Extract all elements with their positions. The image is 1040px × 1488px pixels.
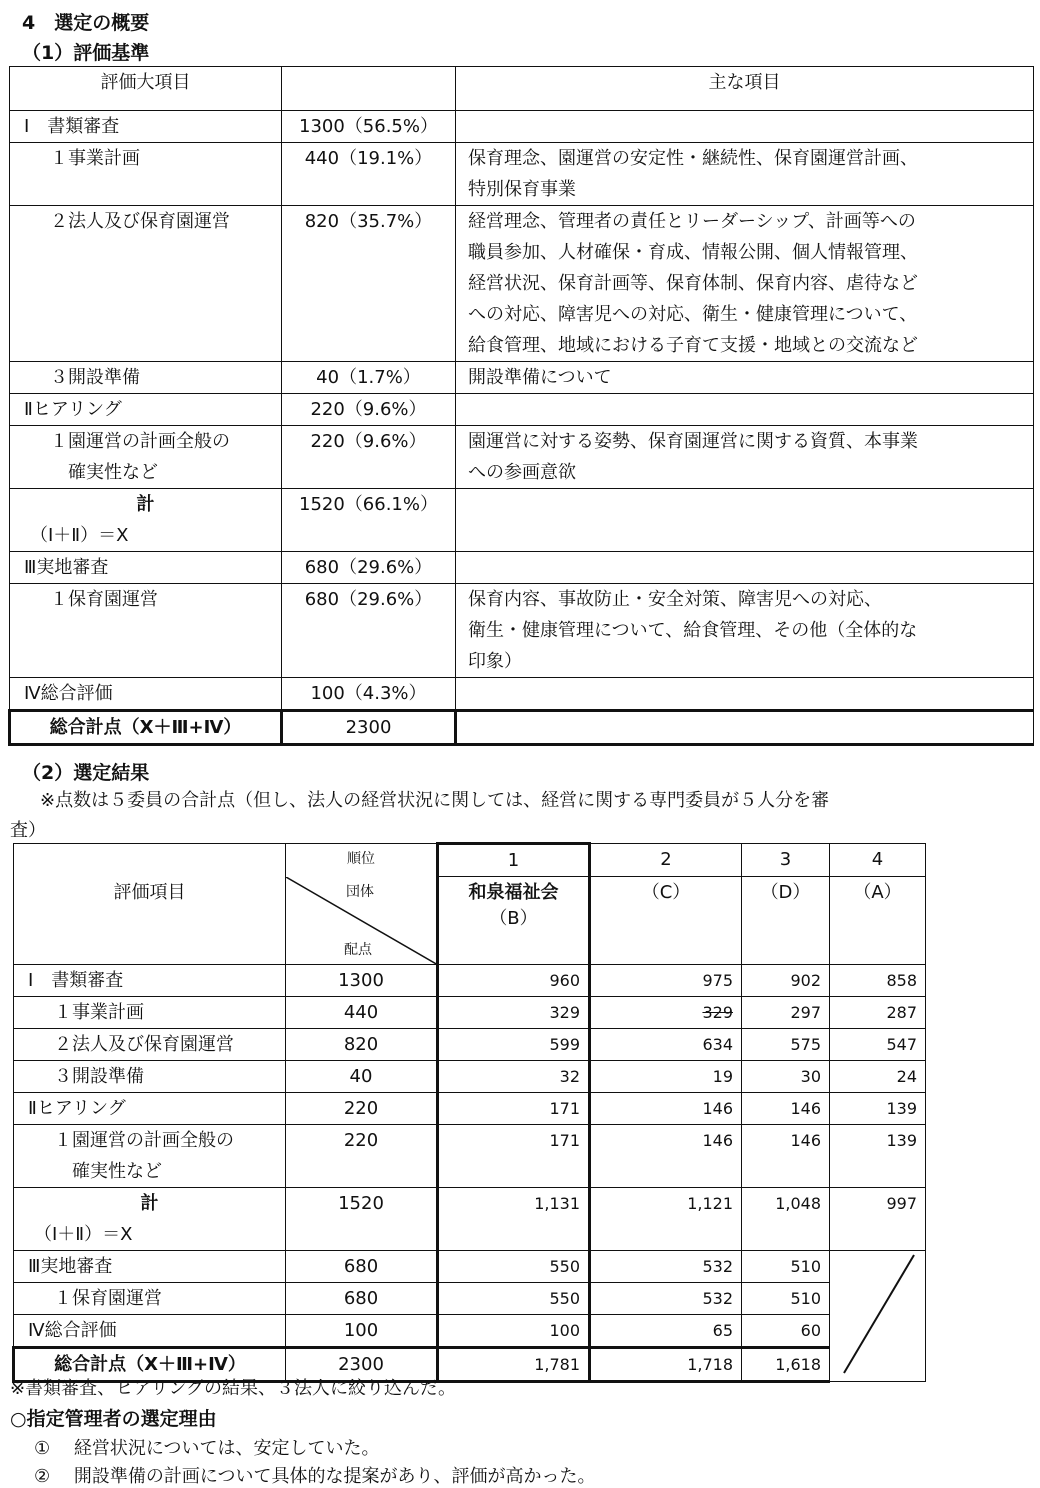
table-row (14, 965, 926, 997)
score-cell: 60 (742, 1315, 830, 1348)
score-cell: 32 (438, 1061, 590, 1093)
item-line: 給食管理、地域における子育て支援・地域との交流など (468, 335, 918, 356)
row-items (456, 711, 1034, 745)
score-cell: 146 (590, 1125, 742, 1188)
row-items: 開設準備について (456, 362, 1034, 394)
points-label: 配点 (344, 941, 372, 958)
reason-mark: ② (34, 1466, 51, 1487)
row-label: Ⅰ 書類審査 (10, 111, 282, 143)
group-cell: （A） (830, 877, 926, 965)
row-items (456, 678, 1034, 711)
table-row (10, 489, 1034, 552)
item-line: 職員参加、人材確保・育成、情報公開、個人情報管理、 (468, 242, 918, 263)
label-line: 確実性など (68, 462, 158, 483)
item-line: 園運営に対する姿勢、保育園運営に関する資質、本事業 (468, 431, 918, 452)
group-cell (438, 877, 590, 965)
reason-item (34, 1434, 380, 1460)
score-cell: 997 (830, 1188, 926, 1251)
row-items (456, 394, 1034, 426)
score-cell: 1,121 (590, 1188, 742, 1251)
row-items (456, 584, 1034, 678)
score-cell: 599 (438, 1029, 590, 1061)
row-label: ２法人及び保育園運営 (10, 206, 282, 362)
row-label: １事業計画 (14, 997, 286, 1029)
score-cell: 139 (830, 1093, 926, 1125)
label-line: １園運営の計画全般の (54, 1130, 234, 1151)
row-items (456, 206, 1034, 362)
results-title: （2）選定結果 (22, 762, 150, 784)
note-line: ※書類審査、ヒアリングの結果、３法人に絞り込んだ。 (10, 1378, 456, 1399)
row-label: １事業計画 (10, 143, 282, 206)
label-line: （Ⅰ＋Ⅱ）＝Ⅹ (30, 525, 129, 546)
item-line: 印象） (468, 651, 522, 672)
row-points: 40 (286, 1061, 438, 1093)
row-label: ２法人及び保育園運営 (14, 1029, 286, 1061)
criteria-title: （1）評価基準 (22, 42, 150, 64)
score-cell: 146 (742, 1093, 830, 1125)
score-cell: 329 (590, 997, 742, 1029)
score-cell: 960 (438, 965, 590, 997)
group-code: （B） (489, 908, 538, 929)
row-points: 680 (286, 1251, 438, 1283)
rank-label: 順位 (286, 844, 438, 877)
table-row (10, 711, 1034, 745)
item-line: 保育内容、事故防止・安全対策、障害児への対応、 (468, 589, 882, 610)
row-label: Ⅳ総合評価 (14, 1315, 286, 1348)
score-cell: 532 (590, 1251, 742, 1283)
rank-cell: 4 (830, 844, 926, 877)
score-cell: 19 (590, 1061, 742, 1093)
rank-cell: 1 (438, 844, 590, 877)
row-points: 1520 (286, 1188, 438, 1251)
row-items (456, 489, 1034, 552)
score-cell: 100 (438, 1315, 590, 1348)
score-cell: 297 (742, 997, 830, 1029)
section-title: 4 選定の概要 (22, 12, 150, 34)
score-cell: 975 (590, 965, 742, 997)
table-row (14, 877, 926, 965)
row-points: 100 (286, 1315, 438, 1348)
score-cell: 146 (590, 1093, 742, 1125)
row-points: 40（1.7%） (282, 362, 456, 394)
table-row (10, 143, 1034, 206)
score-cell: 858 (830, 965, 926, 997)
label-line: 計 (140, 1193, 159, 1214)
score-cell: 902 (742, 965, 830, 997)
row-points: 1300（56.5%） (282, 111, 456, 143)
row-points: 220 (286, 1125, 438, 1188)
row-label: Ⅲ実地審査 (14, 1251, 286, 1283)
table-row (14, 844, 926, 877)
diagonal-header (286, 877, 438, 965)
item-line: 衛生・健康管理について、給食管理、その他（全体的な (468, 620, 918, 641)
row-label (14, 1188, 286, 1251)
row-items (456, 552, 1034, 584)
group-label: 団体 (346, 883, 374, 900)
table-row (14, 1188, 926, 1251)
score-cell: 575 (742, 1029, 830, 1061)
score-cell: 1,048 (742, 1188, 830, 1251)
score-cell: 550 (438, 1283, 590, 1315)
row-points: 100（4.3%） (282, 678, 456, 711)
table-row (14, 1093, 926, 1125)
rank-cell: 2 (590, 844, 742, 877)
label-line: 確実性など (72, 1161, 162, 1182)
row-label (14, 1125, 286, 1188)
row-points: 2300 (286, 1348, 438, 1382)
table-row (14, 997, 926, 1029)
score-cell: 1,618 (742, 1348, 830, 1382)
label-line: （Ⅰ＋Ⅱ）＝Ⅹ (34, 1224, 133, 1245)
row-points: 680 (286, 1283, 438, 1315)
item-line: 保育理念、園運営の安定性・継続性、保育園運営計画、 (468, 148, 918, 169)
score-cell: 171 (438, 1093, 590, 1125)
table-row (14, 1251, 926, 1283)
table-row (14, 1029, 926, 1061)
group-cell: （D） (742, 877, 830, 965)
header-cell: 主な項目 (456, 67, 1034, 111)
row-points: 680（29.6%） (282, 584, 456, 678)
row-label (10, 426, 282, 489)
item-line: への対応、障害児への対応、衛生・健康管理について、 (468, 304, 918, 325)
row-items (456, 111, 1034, 143)
score-cell: 146 (742, 1125, 830, 1188)
score-cell: 65 (590, 1315, 742, 1348)
row-label: １保育園運営 (14, 1283, 286, 1315)
score-cell: 24 (830, 1061, 926, 1093)
score-cell: 547 (830, 1029, 926, 1061)
row-label: 総合計点（Ⅹ＋Ⅲ+Ⅳ） (10, 711, 282, 745)
row-points: 820（35.7%） (282, 206, 456, 362)
score-cell: 510 (742, 1283, 830, 1315)
label-line: １園運営の計画全般の (50, 431, 230, 452)
row-points: 680（29.6%） (282, 552, 456, 584)
score-cell: 510 (742, 1251, 830, 1283)
score-cell: 329 (438, 997, 590, 1029)
table-row (14, 1125, 926, 1188)
row-points: 440（19.1%） (282, 143, 456, 206)
row-label: Ⅱヒアリング (10, 394, 282, 426)
score-cell: 139 (830, 1125, 926, 1188)
item-line: への参画意欲 (468, 462, 576, 483)
row-points: 220 (286, 1093, 438, 1125)
item-line: 経営状況、保育計画等、保育体制、保育内容、虐待など (468, 273, 918, 294)
row-points: 1300 (286, 965, 438, 997)
header-cell (14, 844, 286, 877)
header-item: 評価項目 (14, 877, 286, 965)
table-row (14, 1061, 926, 1093)
table-row (10, 362, 1034, 394)
table-row (10, 394, 1034, 426)
group-cell: （C） (590, 877, 742, 965)
row-points: 1520（66.1%） (282, 489, 456, 552)
table-row (10, 206, 1034, 362)
row-points: 220（9.6%） (282, 426, 456, 489)
row-label: Ⅱヒアリング (14, 1093, 286, 1125)
reason-title: ○指定管理者の選定理由 (10, 1408, 217, 1430)
header-cell: 評価大項目 (10, 67, 282, 111)
score-cell: 30 (742, 1061, 830, 1093)
score-cell: 550 (438, 1251, 590, 1283)
reason-text: 開設準備の計画について具体的な提案があり、評価が高かった。 (73, 1466, 596, 1487)
table-row (10, 552, 1034, 584)
group-name: 和泉福祉会 (468, 882, 559, 903)
header-cell (282, 67, 456, 111)
label-line: 計 (136, 494, 155, 515)
table-row (14, 1315, 926, 1348)
reason-text: 経営状況については、安定していた。 (73, 1438, 380, 1459)
row-items (456, 426, 1034, 489)
score-cell: 1,718 (590, 1348, 742, 1382)
table-row (14, 1283, 926, 1315)
row-points: 820 (286, 1029, 438, 1061)
results-table (12, 842, 926, 1383)
table-row (10, 678, 1034, 711)
row-items (456, 143, 1034, 206)
row-label: Ⅳ総合評価 (10, 678, 282, 711)
score-cell: 1,131 (438, 1188, 590, 1251)
reason-item (34, 1462, 596, 1488)
row-points: 220（9.6%） (282, 394, 456, 426)
note-line: 査） (10, 820, 46, 841)
rank-cell: 3 (742, 844, 830, 877)
row-label: Ⅰ 書類審査 (14, 965, 286, 997)
row-label: ３開設準備 (10, 362, 282, 394)
table-row (10, 426, 1034, 489)
table-row (10, 67, 1034, 111)
table-row (10, 111, 1034, 143)
row-points: 440 (286, 997, 438, 1029)
row-label (10, 489, 282, 552)
table-row (10, 584, 1034, 678)
score-cell: 287 (830, 997, 926, 1029)
score-cell: 171 (438, 1125, 590, 1188)
row-points: 2300 (282, 711, 456, 745)
criteria-table (8, 66, 1034, 746)
item-line: 特別保育事業 (468, 179, 576, 200)
score-cell: 634 (590, 1029, 742, 1061)
row-label: 総合計点（Ⅹ＋Ⅲ+Ⅳ） (14, 1348, 286, 1382)
slash-mark (830, 1251, 926, 1379)
item-line: 経営理念、管理者の責任とリーダーシップ、計画等への (468, 211, 916, 232)
note-line: ※点数は５委員の合計点（但し、法人の経営状況に関しては、経営に関する専門委員が５人分を審 (40, 790, 830, 811)
row-label: Ⅲ実地審査 (10, 552, 282, 584)
reason-mark: ① (34, 1438, 51, 1459)
row-label: １保育園運営 (10, 584, 282, 678)
score-cell: 1,781 (438, 1348, 590, 1382)
score-cell: 532 (590, 1283, 742, 1315)
row-label: ３開設準備 (14, 1061, 286, 1093)
excluded-cell (830, 1251, 926, 1382)
